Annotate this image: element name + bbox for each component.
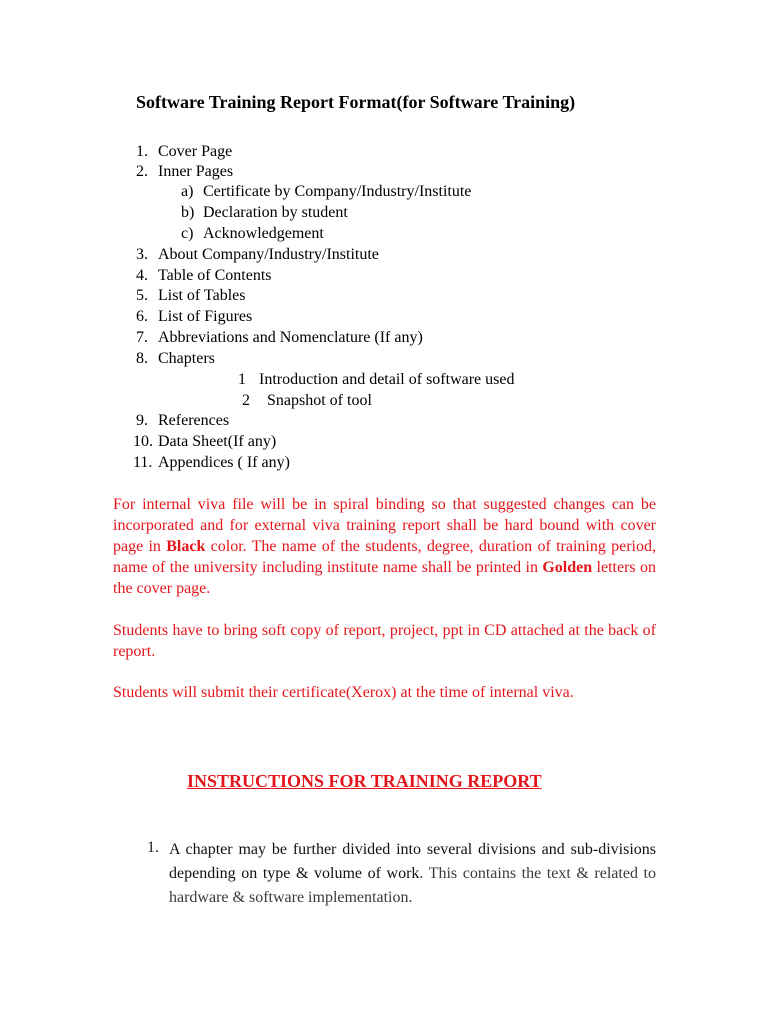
document-title: Software Training Report Format(for Software Training) [136, 92, 576, 112]
list-item [136, 328, 423, 348]
list-text: Declaration by student [203, 204, 348, 221]
list-number: 6. [136, 308, 148, 325]
instruction-text-2: . This contains the text & related to hardware & software implementation. [169, 865, 656, 906]
list-text: Acknowledgement [203, 225, 324, 242]
list-item [133, 453, 290, 473]
list-number: a) [181, 183, 194, 200]
list-number: b) [181, 204, 195, 221]
list-text: Certificate by Company/Industry/Institute [203, 183, 472, 200]
binding-note-text-2: color. The name of the students, degree, duration of training period, name of the university including institute name shall be printed in [113, 538, 657, 576]
binding-color-golden: Golden [542, 559, 593, 576]
list-item [136, 286, 246, 306]
list-number: 2 [242, 392, 250, 409]
list-item [136, 162, 234, 182]
instruction-item [169, 838, 656, 910]
list-number: 3. [136, 246, 148, 263]
list-number: 11. [133, 454, 153, 471]
binding-note-text-3: letters on the cover page. [113, 559, 656, 597]
list-text: References [158, 412, 230, 429]
list-text: Data Sheet(If any) [158, 433, 277, 450]
list-item [133, 432, 277, 452]
list-number: 1 [238, 371, 246, 388]
list-text: Snapshot of tool [267, 392, 372, 409]
list-number: 1. [136, 143, 148, 160]
list-number: 8. [136, 350, 148, 367]
list-text: Chapters [158, 350, 215, 367]
list-text: Introduction and detail of software used [259, 371, 515, 388]
binding-note-text-1: For internal viva file will be in spiral binding so that suggested changes can be incorporated and for external viva training report shall be hard bound with cover page in [113, 496, 656, 555]
list-item [136, 349, 215, 369]
list-number: c) [181, 225, 194, 242]
list-item [136, 266, 272, 286]
instructions-heading: INSTRUCTIONS FOR TRAINING REPORT [187, 771, 542, 791]
list-text: About Company/Industry/Institute [158, 246, 379, 263]
list-item [181, 224, 324, 244]
list-number: 2. [136, 163, 148, 180]
instruction-number: 1. [147, 839, 159, 856]
binding-color-black: Black [166, 538, 206, 555]
list-text: Abbreviations and Nomenclature (If any) [158, 329, 423, 346]
instruction-text-1: A chapter may be further divided into several divisions and sub-divisions depending on type & volume of work [169, 841, 656, 882]
list-text: Appendices ( If any) [158, 454, 290, 471]
list-item [136, 142, 233, 162]
list-item [136, 245, 379, 265]
list-number: 7. [136, 329, 148, 346]
list-number: 9. [136, 412, 148, 429]
list-item [136, 307, 253, 327]
list-number: 5. [136, 287, 148, 304]
list-item [181, 182, 472, 202]
list-text: List of Figures [158, 308, 253, 325]
list-text: List of Tables [158, 287, 246, 304]
certificate-paragraph: Students will submit their certificate(Xerox) at the time of internal viva. [113, 684, 574, 701]
list-text: Table of Contents [158, 267, 272, 284]
list-text: Cover Page [158, 143, 233, 160]
binding-note-paragraph [113, 494, 656, 599]
list-item [238, 370, 515, 390]
list-number: 4. [136, 267, 148, 284]
list-text: Inner Pages [158, 163, 234, 180]
list-number: 10. [133, 433, 153, 450]
soft-copy-paragraph: Students have to bring soft copy of report, project, ppt in CD attached at the back of report. [113, 622, 656, 660]
list-item [181, 203, 348, 223]
list-item [242, 391, 372, 411]
list-item [136, 411, 230, 431]
